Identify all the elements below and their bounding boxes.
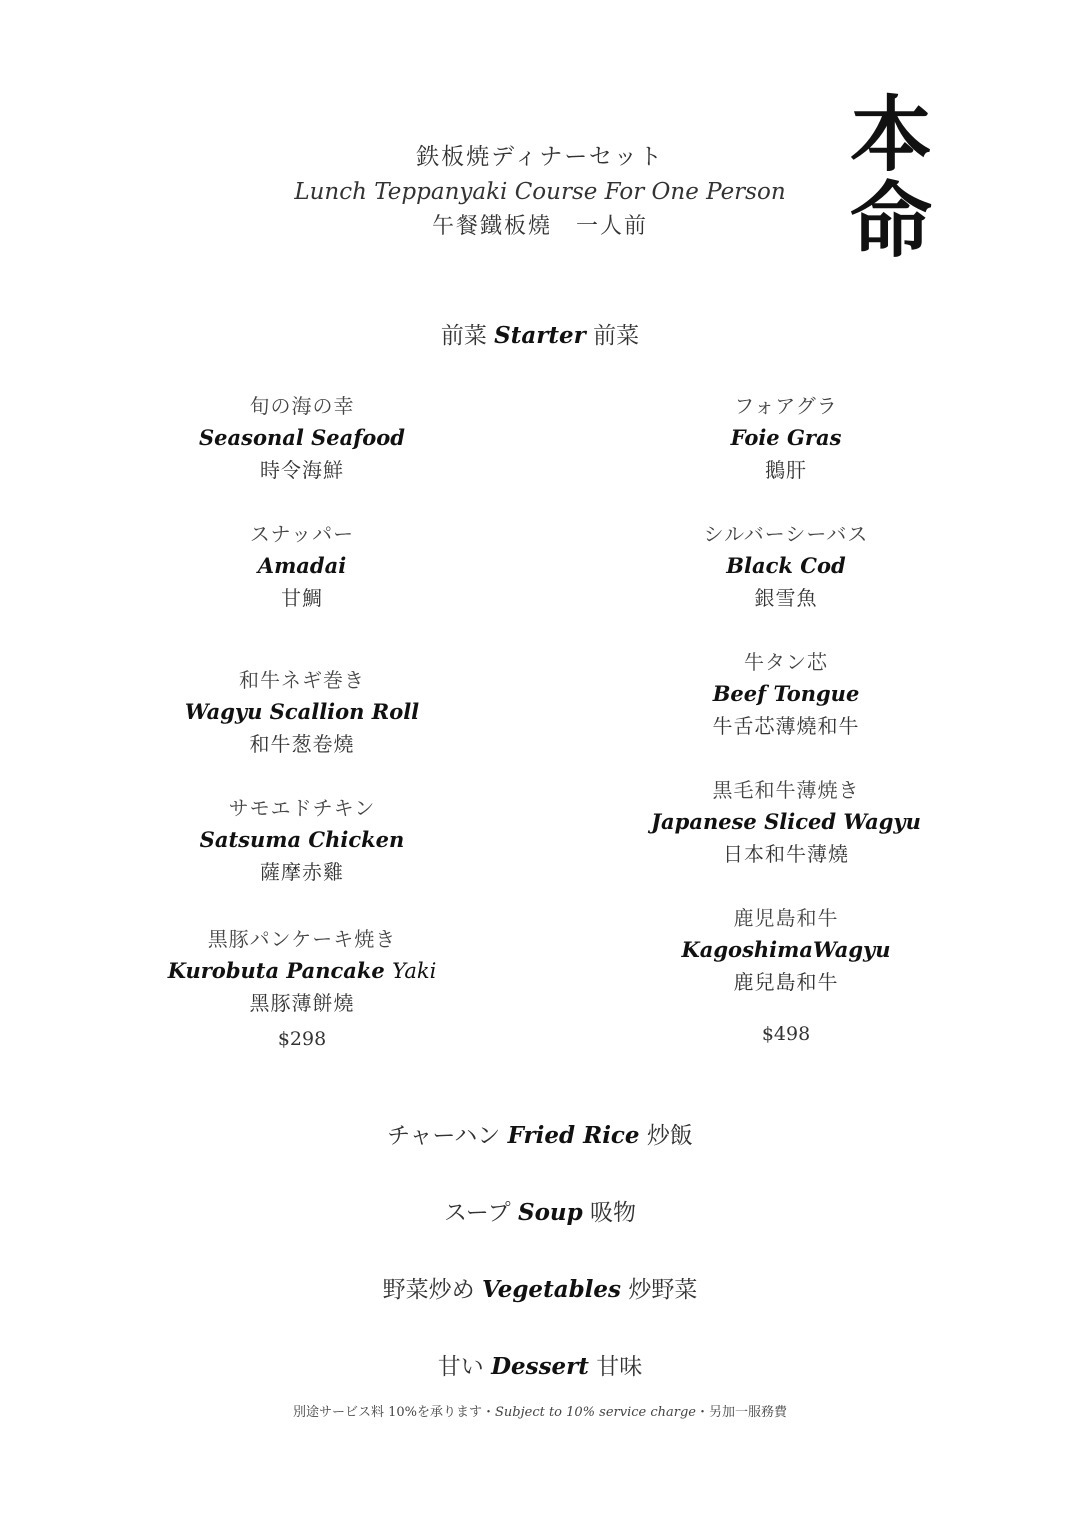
item-jp: シルバーシーバス	[703, 522, 869, 546]
course-jp: 野菜炒め	[382, 1277, 475, 1303]
course-en: Fried Rice	[507, 1122, 640, 1149]
course-jp: スープ	[443, 1200, 511, 1226]
item-en: Amadai	[257, 553, 347, 578]
course-zh: 甘味	[596, 1354, 643, 1380]
note-separator: ・	[696, 1405, 710, 1420]
item-en-suffix: Yaki	[392, 959, 437, 983]
right-price: $498	[761, 1023, 811, 1045]
item-jp: 鹿児島和牛	[733, 906, 839, 930]
item-zh: 牛舌芯薄燒和牛	[712, 714, 860, 738]
starter-column-left	[92, 390, 512, 1055]
item-jp: サモエドチキン	[228, 796, 376, 820]
item-jp: 黒毛和牛薄焼き	[712, 778, 860, 802]
item-jp: 牛タン芯	[744, 650, 828, 674]
item-en: Beef Tongue	[712, 681, 860, 706]
item-en-main: Kurobuta Pancake	[167, 958, 385, 983]
title-english: Lunch Teppanyaki Course For One Person	[294, 179, 786, 205]
course-jp: 甘い	[437, 1354, 484, 1380]
course-zh: 吸物	[590, 1200, 637, 1226]
item-zh: 銀雪魚	[754, 586, 818, 610]
starter-jp: 前菜	[440, 323, 487, 349]
menu-item	[92, 664, 512, 792]
course-zh: 炒野菜	[628, 1277, 698, 1303]
item-en: Japanese Sliced Wagyu	[651, 809, 921, 834]
menu-item	[92, 390, 512, 518]
title-japanese: 鉄板焼ディナーセット	[416, 144, 664, 170]
starter-heading	[0, 320, 1080, 352]
item-jp: 黒豚パンケーキ焼き	[207, 927, 397, 951]
note-separator: ・	[481, 1405, 495, 1420]
item-jp: スナッパー	[249, 522, 355, 546]
note-jp: 別途サービス料 10%を承ります	[292, 1405, 482, 1420]
note-en: Subject to 10% service charge	[495, 1405, 696, 1420]
item-jp: 旬の海の幸	[249, 394, 355, 418]
item-jp: フォアグラ	[734, 394, 838, 418]
item-en: KagoshimaWagyu	[681, 937, 891, 962]
course-en: Dessert	[491, 1353, 589, 1380]
left-price: $298	[277, 1028, 327, 1050]
menu-header	[0, 140, 1080, 244]
item-zh: 鵝肝	[765, 458, 807, 482]
course-line	[0, 1272, 1080, 1349]
item-en: Satsuma Chicken	[199, 827, 405, 852]
logo-char-top: 本	[849, 87, 932, 183]
item-zh: 時令海鮮	[260, 458, 344, 482]
menu-item	[576, 518, 996, 646]
menu-item	[576, 902, 996, 1014]
item-en	[92, 955, 512, 987]
item-en: Foie Gras	[730, 425, 842, 450]
menu-item	[92, 923, 512, 1019]
menu-item	[576, 774, 996, 902]
course-line	[0, 1118, 1080, 1195]
note-zh: 另加一服務費	[709, 1405, 788, 1420]
service-charge-note	[0, 1402, 1080, 1424]
menu-item	[576, 646, 996, 774]
item-zh: 薩摩赤雞	[260, 860, 344, 884]
item-zh: 甘鯛	[281, 586, 323, 610]
course-list	[0, 1118, 1080, 1426]
item-jp: 和牛ネギ巻き	[239, 668, 365, 692]
course-en: Soup	[517, 1199, 583, 1226]
course-en: Vegetables	[481, 1276, 621, 1303]
starter-zh: 前菜	[593, 323, 640, 349]
item-en: Seasonal Seafood	[199, 425, 405, 450]
item-zh: 日本和牛薄燒	[723, 842, 849, 866]
menu-item	[92, 518, 512, 664]
starter-en: Starter	[494, 322, 586, 349]
item-en: Black Cod	[726, 553, 846, 578]
course-line	[0, 1195, 1080, 1272]
item-zh: 黑豚薄餅燒	[249, 991, 355, 1015]
logo-char-bottom: 命	[849, 173, 932, 269]
menu-item	[92, 792, 512, 923]
item-en: Wagyu Scallion Roll	[184, 699, 420, 724]
title-chinese: 午餐鐵板燒 一人前	[431, 214, 648, 239]
starter-column-right	[576, 390, 996, 1050]
item-zh: 鹿兒島和牛	[733, 970, 839, 994]
item-zh: 和牛葱卷燒	[249, 732, 355, 756]
course-zh: 炒飯	[646, 1123, 693, 1149]
course-jp: チャーハン	[387, 1123, 501, 1149]
menu-item	[576, 390, 996, 518]
